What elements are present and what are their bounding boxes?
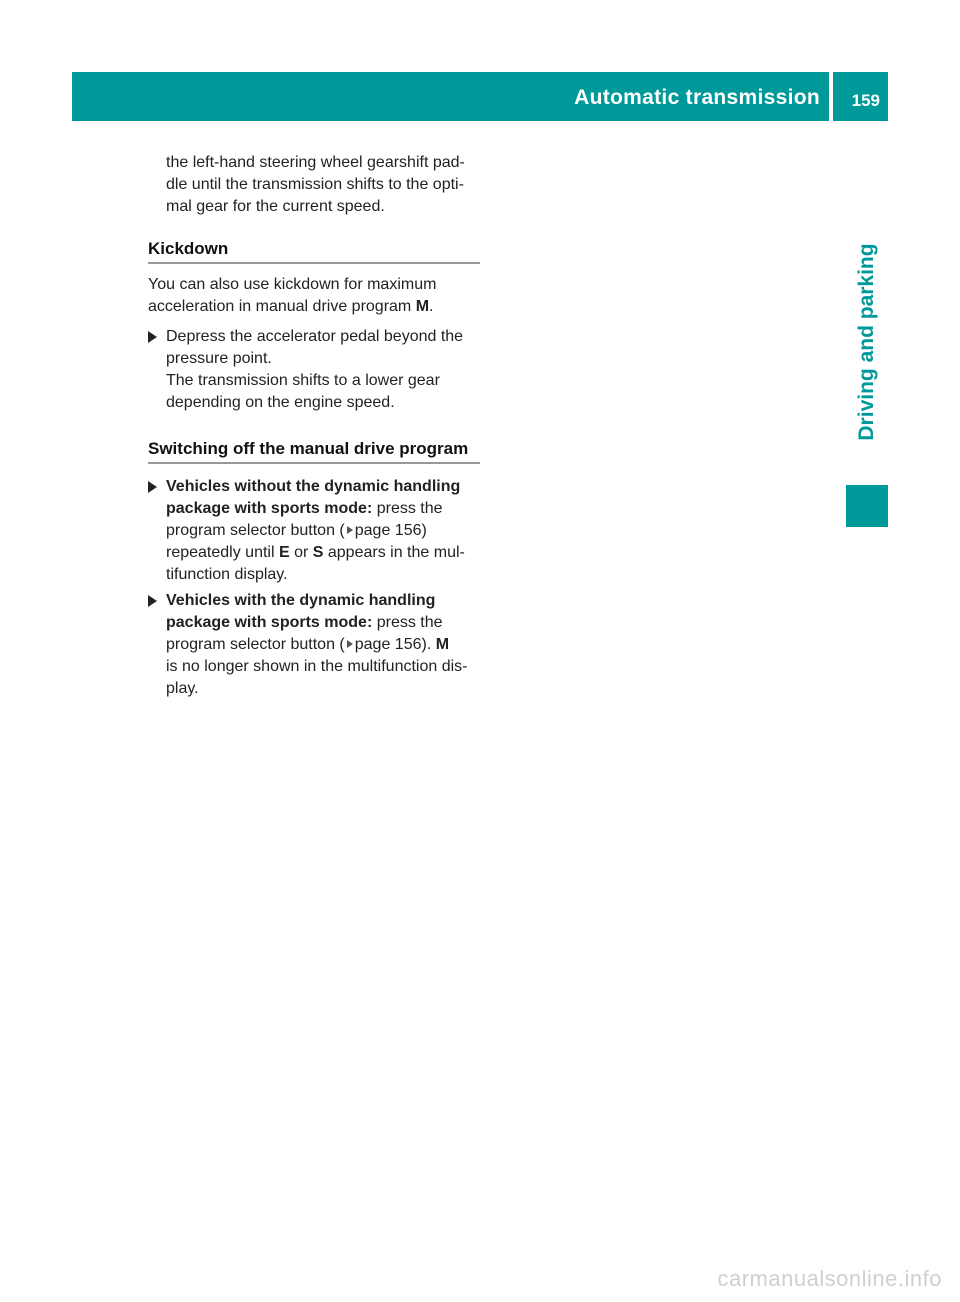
step-arrow-icon [148,595,157,607]
step-text: appears in the mul- [323,544,465,561]
header-bar [72,72,888,121]
kickdown-heading: Kickdown [148,238,480,264]
switch-off-heading: Switching off the manual drive program [148,438,480,464]
side-tab [846,200,888,485]
step-condition: Vehicles with the dynamic handling [166,592,436,609]
kickdown-step [148,326,480,414]
step-text: press the [372,614,443,631]
mode-m: M [435,636,450,653]
step-text: is no longer shown in the multifunction dis- [166,658,468,675]
page-reference-link[interactable]: page 156) [354,522,427,539]
switch-off-step-1 [148,476,480,586]
step-text: program selector button ( [166,636,345,653]
header-title: Automatic transmission [574,86,820,109]
step-condition: Vehicles without the dynamic handling [166,478,461,495]
kickdown-line: acceleration in manual drive program [148,298,412,315]
page-reference-link[interactable]: page 156). [354,636,432,653]
step-arrow-icon [148,331,157,343]
step-condition: package with sports mode: [166,500,373,517]
page-content [148,152,480,700]
step-text: play. [166,680,199,697]
step-result-line: depending on the engine speed. [166,394,395,411]
step-text: tifunction display. [166,566,288,583]
kickdown-paragraph [148,274,480,318]
intro-line: the left-hand steering wheel gearshift pad- [166,154,465,171]
header-separator [829,72,833,121]
program-m: M [415,298,430,315]
intro-paragraph [148,152,480,218]
step-arrow-icon [148,481,157,493]
page-number: 159 [851,91,880,110]
mode-e: E [278,544,290,561]
watermark: carmanualsonline.info [717,1266,942,1291]
step-line: Depress the accelerator pedal beyond the [166,328,464,345]
step-text: or [289,544,313,561]
step-text: repeatedly until [166,544,279,561]
page-ref-icon [347,526,353,534]
step-text: press the [372,500,443,517]
intro-line: dle until the transmission shifts to the opti- [166,176,464,193]
kickdown-line: You can also use kickdown for maximum [148,276,437,293]
step-line: pressure point. [166,350,272,367]
step-result-line: The transmission shifts to a lower gear [166,372,440,389]
page-ref-icon [347,640,353,648]
switch-off-step-2 [148,590,480,700]
mode-s: S [312,544,324,561]
step-text: program selector button ( [166,522,345,539]
side-tab-label: Driving and parking [855,243,878,441]
intro-line: mal gear for the current speed. [166,198,385,215]
kickdown-period: . [429,298,434,315]
side-tab-marker [846,485,888,527]
step-condition: package with sports mode: [166,614,373,631]
